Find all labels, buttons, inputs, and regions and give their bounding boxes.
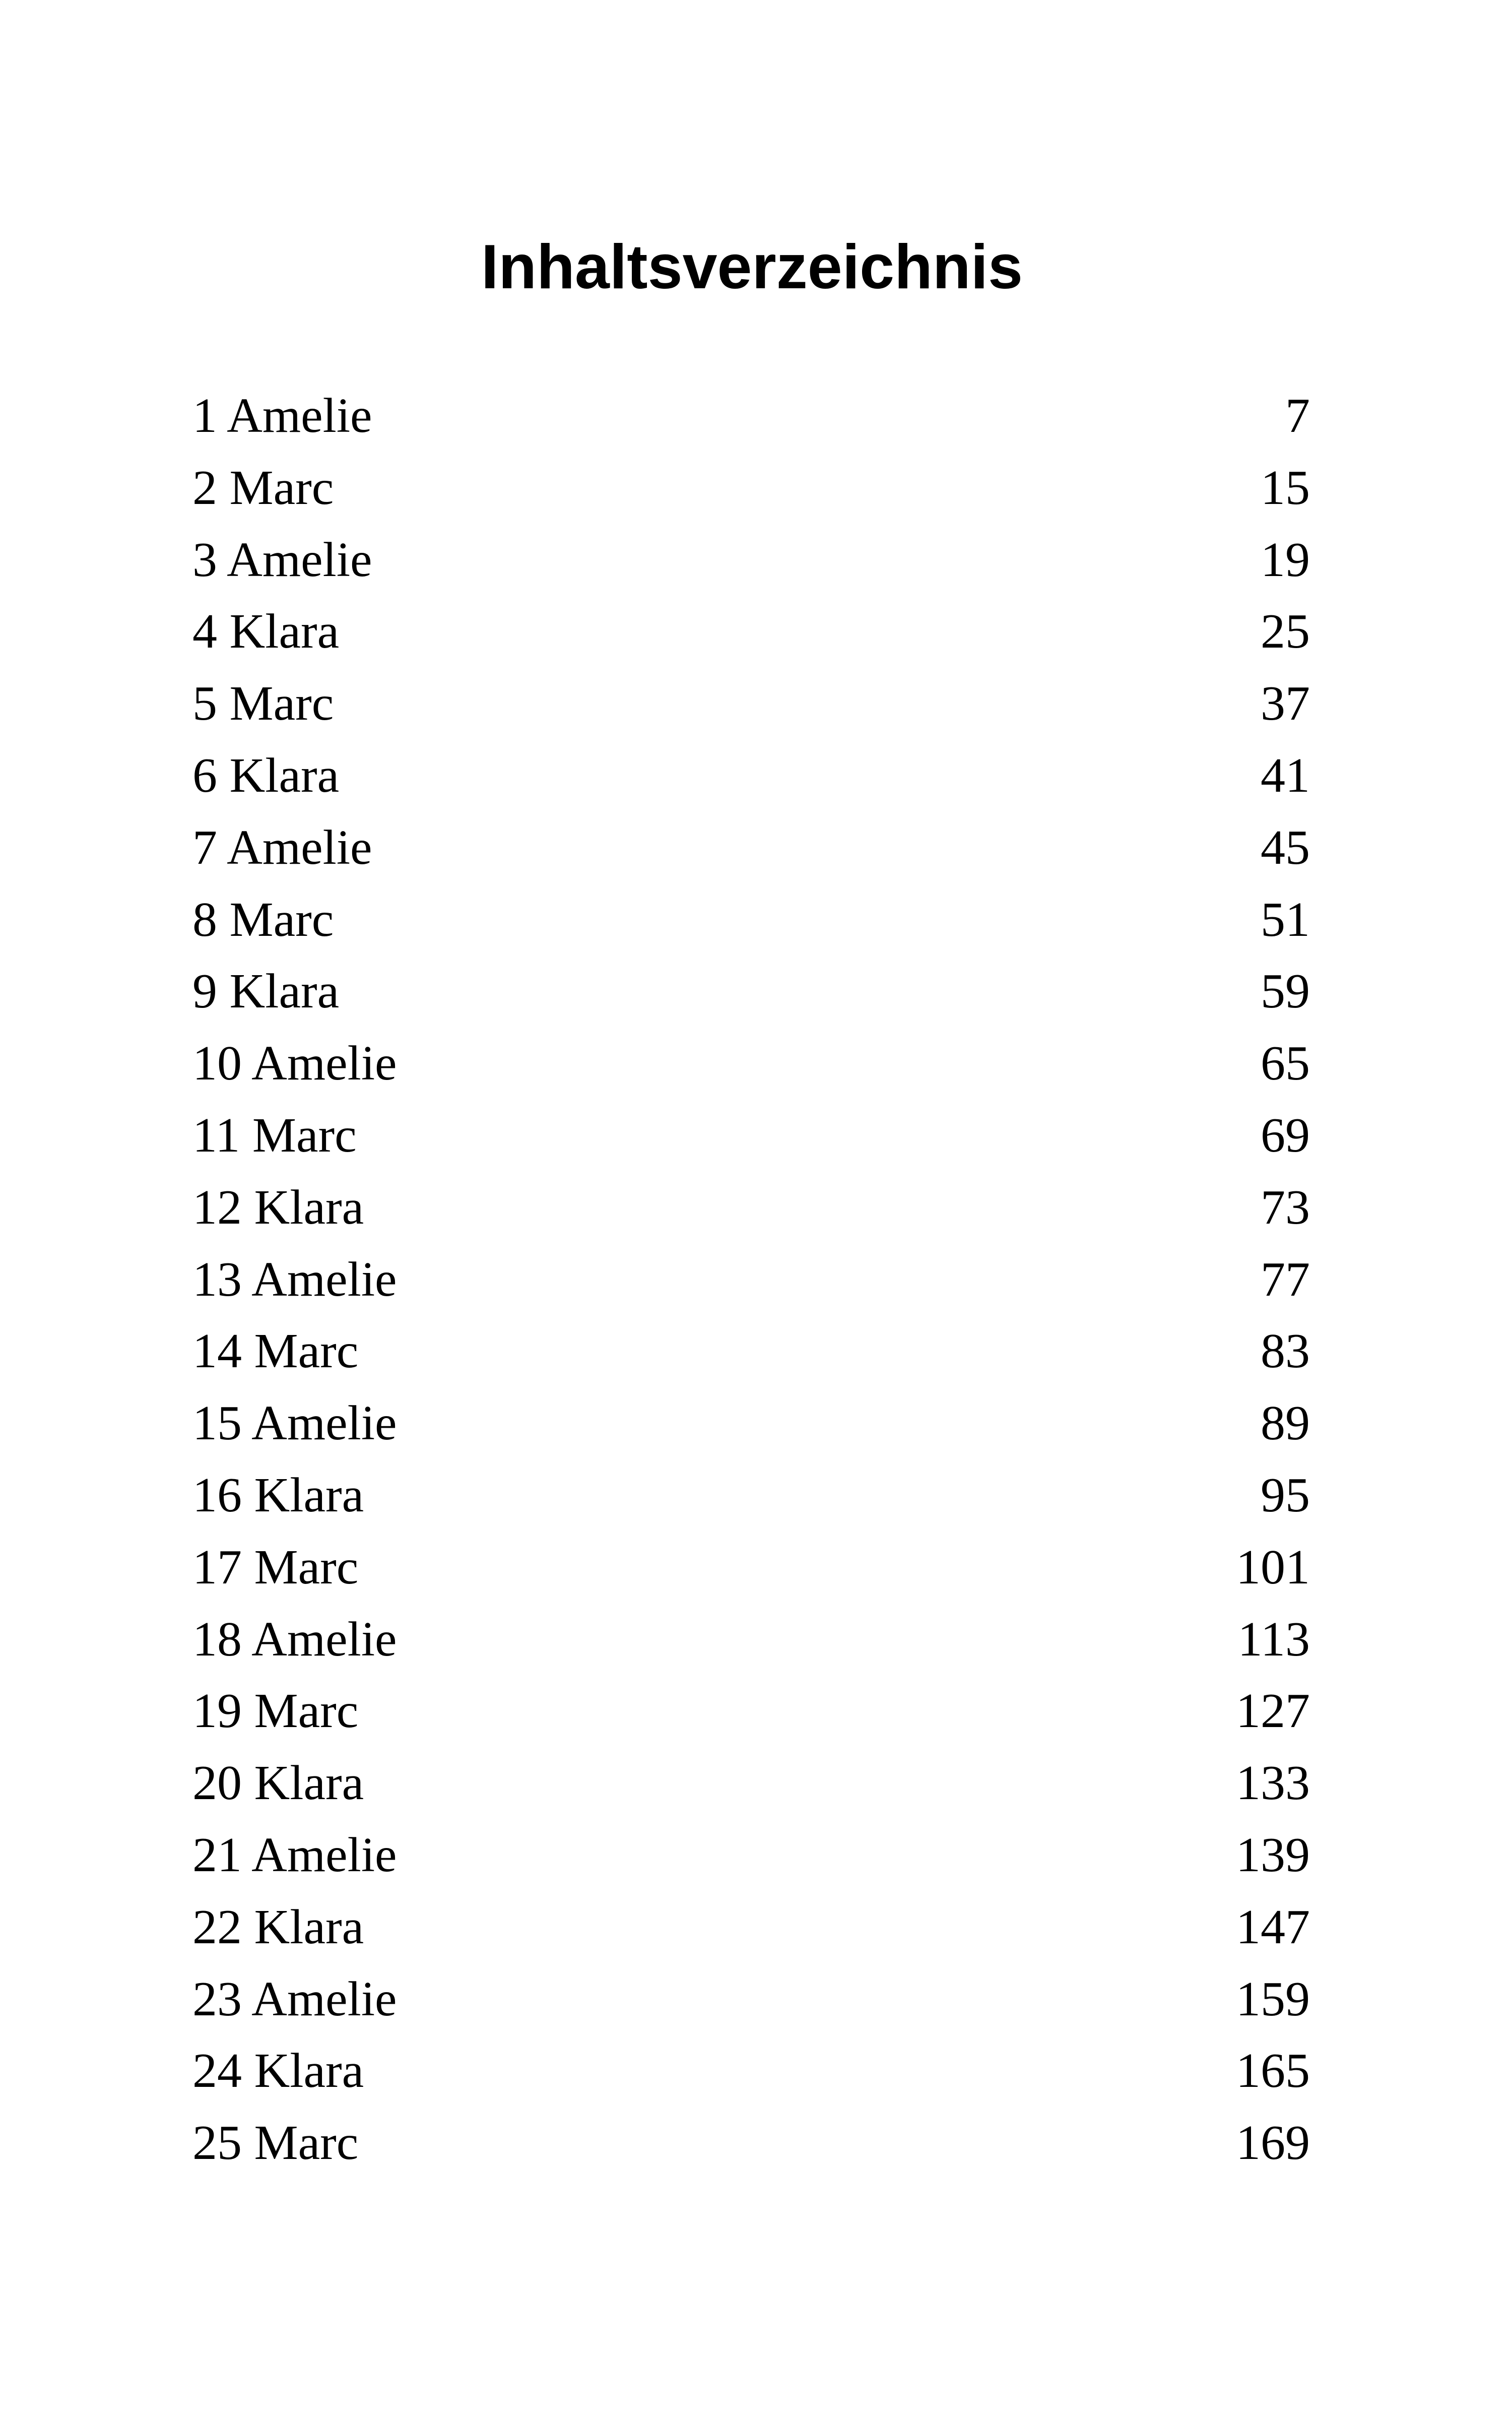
toc-entry [192, 740, 1310, 812]
page-number: 77 [1261, 1252, 1310, 1307]
chapter-title: 11 Marc [192, 1108, 357, 1163]
toc-entry [192, 1891, 1310, 1963]
toc-entry [192, 1315, 1310, 1387]
toc-entry [192, 2035, 1310, 2107]
page-number: 15 [1261, 460, 1310, 515]
chapter-title: 1 Amelie [192, 389, 372, 443]
toc-entry [192, 812, 1310, 884]
toc-entry [192, 1100, 1310, 1172]
toc-entry [192, 884, 1310, 956]
toc-entry [192, 2107, 1310, 2179]
toc-entry [192, 1244, 1310, 1316]
page-title: Inhaltsverzeichnis [481, 232, 1023, 302]
chapter-title: 22 Klara [192, 1899, 364, 1954]
page-number: 101 [1236, 1540, 1310, 1595]
toc-entry [192, 452, 1310, 524]
page-number: 45 [1261, 820, 1310, 875]
chapter-title: 17 Marc [192, 1540, 359, 1595]
toc-entry [192, 956, 1310, 1028]
chapter-title: 18 Amelie [192, 1612, 397, 1667]
toc-entry [192, 1963, 1310, 2035]
chapter-title: 23 Amelie [192, 1971, 397, 2026]
page-number: 25 [1261, 604, 1310, 659]
page-number: 95 [1261, 1468, 1310, 1522]
toc-entry [192, 596, 1310, 668]
page-number: 113 [1237, 1612, 1310, 1667]
page-number: 147 [1236, 1899, 1310, 1954]
page-number: 127 [1236, 1684, 1310, 1739]
table-of-contents [192, 380, 1310, 2179]
chapter-title: 24 Klara [192, 2044, 364, 2098]
toc-entry [192, 1819, 1310, 1891]
toc-entry [192, 1747, 1310, 1819]
toc-entry [192, 1387, 1310, 1459]
chapter-title: 8 Marc [192, 892, 334, 947]
toc-entry [192, 1172, 1310, 1244]
page-number: 169 [1236, 2116, 1310, 2171]
page-number: 73 [1261, 1180, 1310, 1235]
chapter-title: 5 Marc [192, 676, 334, 731]
chapter-title: 10 Amelie [192, 1036, 397, 1091]
page-number: 41 [1261, 748, 1310, 803]
page-number: 165 [1236, 2044, 1310, 2098]
chapter-title: 14 Marc [192, 1324, 359, 1379]
page-number: 65 [1261, 1036, 1310, 1091]
page-number: 69 [1261, 1108, 1310, 1163]
page-number: 37 [1261, 676, 1310, 731]
page-number: 133 [1236, 1756, 1310, 1811]
chapter-title: 6 Klara [192, 748, 340, 803]
toc-entry [192, 380, 1310, 452]
chapter-title: 4 Klara [192, 604, 340, 659]
toc-entry [192, 1675, 1310, 1747]
chapter-title: 20 Klara [192, 1756, 364, 1811]
toc-entry [192, 668, 1310, 740]
toc-entry [192, 1532, 1310, 1604]
page-number: 83 [1261, 1324, 1310, 1379]
page-number: 19 [1261, 532, 1310, 587]
toc-entry [192, 524, 1310, 596]
chapter-title: 3 Amelie [192, 532, 372, 587]
chapter-title: 21 Amelie [192, 1827, 397, 1882]
chapter-title: 13 Amelie [192, 1252, 397, 1307]
page-number: 159 [1236, 1971, 1310, 2026]
page-number: 139 [1236, 1827, 1310, 1882]
page-number: 51 [1261, 892, 1310, 947]
toc-entry [192, 1028, 1310, 1100]
chapter-title: 7 Amelie [192, 820, 372, 875]
chapter-title: 19 Marc [192, 1684, 359, 1739]
chapter-title: 9 Klara [192, 964, 340, 1019]
page-number: 89 [1261, 1396, 1310, 1451]
page-number: 59 [1261, 964, 1310, 1019]
chapter-title: 16 Klara [192, 1468, 364, 1522]
chapter-title: 2 Marc [192, 460, 334, 515]
chapter-title: 15 Amelie [192, 1396, 397, 1451]
toc-entry [192, 1604, 1310, 1676]
chapter-title: 25 Marc [192, 2116, 359, 2171]
chapter-title: 12 Klara [192, 1180, 364, 1235]
page-number: 7 [1285, 389, 1310, 443]
toc-entry [192, 1459, 1310, 1532]
